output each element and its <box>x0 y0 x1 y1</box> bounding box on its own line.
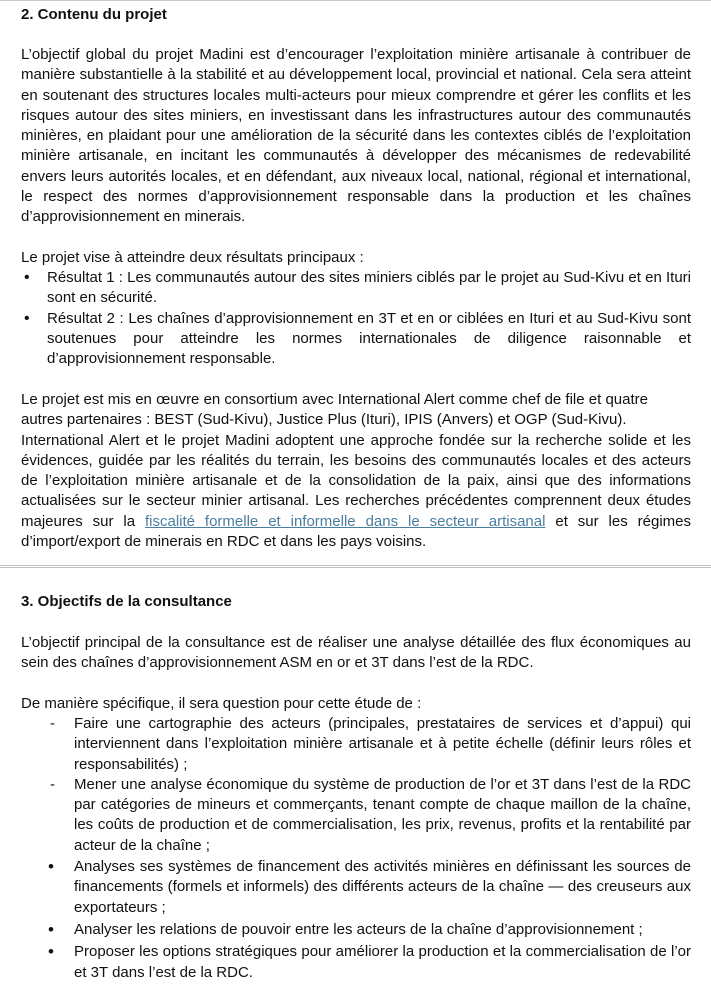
list-item: • Analyser les relations de pouvoir entre les acteurs de la chaîne d’approvisionnement ; <box>48 919 643 939</box>
fiscalite-study-link[interactable]: fiscalité formelle et informelle dans le secteur artisanal <box>144 512 546 530</box>
section-3-heading: 3. Objectifs de la consultance <box>21 593 232 610</box>
bullet-icon: • <box>48 942 54 962</box>
bullet-icon: • <box>24 269 30 286</box>
dash-icon: - <box>50 715 55 732</box>
list-item: • Résultat 2 : Les chaînes d’approvisionnement en 3T et en or ciblées en Ituri et au Sud-Kivu sont soutenues pour atteindre les normes internationales de diligence raisonnable et d’approvisionnement responsable. <box>24 309 691 368</box>
bullet-icon: • <box>48 919 54 939</box>
research-paragraph: International Alert et le projet Madini adoptent une approche fondée sur la recherche solide et les évidences, guidée par les réalités du terrain, les besoins des communautés locales et des acteurs de l’exploitation minière artisanale et de la consolidation de la paix, ainsi que des informations actualisées sur le secteur minier artisanal. Les recherches précédentes comprennent deux études majeures sur la fiscalité formelle et informelle dans le secteur artisanal et sur les régimes d’import/export de minerais en RDC et dans les pays voisins. <box>21 431 691 551</box>
list-item: • Analyses ses systèmes de financement des activités minières en définissant les sources de financements (formels et informels) des différents acteurs de la chaîne — des creuseurs aux exportateurs ; <box>48 857 691 916</box>
list-item: • Résultat 1 : Les communautés autour des sites miniers ciblés par le projet au Sud-Kivu et en Ituri sont en sécurité. <box>24 269 691 307</box>
specific-intro: De manière spécifique, il sera question pour cette étude de : <box>21 695 422 712</box>
objectives-list <box>21 714 691 983</box>
list-item: • Proposer les options stratégiques pour améliorer la production et la commercialisation de l’or et 3T dans l’est de la RDC. <box>48 942 691 981</box>
results-list <box>21 268 691 369</box>
consortium-paragraph: Le projet est mis en œuvre en consortium avec International Alert comme chef de file et quatre autres partenaires : BEST (Sud-Kivu), Justice Plus (Ituri), IPIS (Anvers) et OGP (Sud-Kivu). International Alert et le projet Madini adoptent une approche fondée sur la recherche solide et les évidences, guidée par les réalités du terrain, les besoins des communautés locales et des acteurs de l’exploitation minière artisanale et de la consolidation de la paix, ainsi que des informations actualisées sur le secteur minier artisanal. Les recherches précédentes comprennent deux études majeures sur la fiscalité formelle et informelle dans le secteur artisanal et sur les régimes d’import/export de minerais en RDC et dans les pays voisins. <box>21 390 691 552</box>
section-2-paragraph <box>21 45 691 228</box>
section-divider <box>0 565 711 568</box>
project-goal-paragraph: L’objectif global du projet Madini est d’encourager l’exploitation minière artisanale à contribuer de manière substantielle à la stabilité et au développement local, provincial et national. Cela sera atteint en soutenant des structures locales multi-acteurs pour mieux comprendre et gérer les conflits et les risques autour des sites miniers, en investissant dans les infrastructures autour des communautés minières, en plaidant pour une amélioration de la sécurité dans les contextes ciblés de l’exploitation minière artisanale, en incitant les communautés à développer des mécanismes de redevabilité envers leurs autorités locales, et en défendant, aux niveaux local, national, régional et international, le respect des normes d’approvisionnement responsable dans la production et les chaînes d’approvisionnement en minerais. <box>21 46 691 226</box>
consultance-goal-paragraph: L’objectif principal de la consultance est de réaliser une analyse détaillée des flux économiques au sein des chaînes d’approvisionnement ASM en or et 3T dans l’est de la RDC. <box>21 634 691 672</box>
top-divider <box>0 0 711 1</box>
list-item: - Mener une analyse économique du système de production de l’or et 3T dans l’est de la RDC par catégories de mineurs et commerçants, tenant compte de chaque maillon de la chaîne, les coûts de production et de commercialisation, les prix, revenus, profits et la rentabilité par acteur de la chaîne ; <box>50 775 691 854</box>
results-intro: Le projet vise à atteindre deux résultats principaux : <box>21 249 364 266</box>
list-item: - Faire une cartographie des acteurs (principales, prestataires de services et d’appui) qui interviennent dans l’exploitation minière artisanale et à petite échelle (définir leurs rôles et responsabilités) ; <box>50 715 691 773</box>
bullet-icon: • <box>48 857 54 877</box>
bullet-icon: • <box>24 309 30 327</box>
section-2-heading: 2. Contenu du projet <box>21 6 167 23</box>
dash-icon: - <box>50 775 55 793</box>
